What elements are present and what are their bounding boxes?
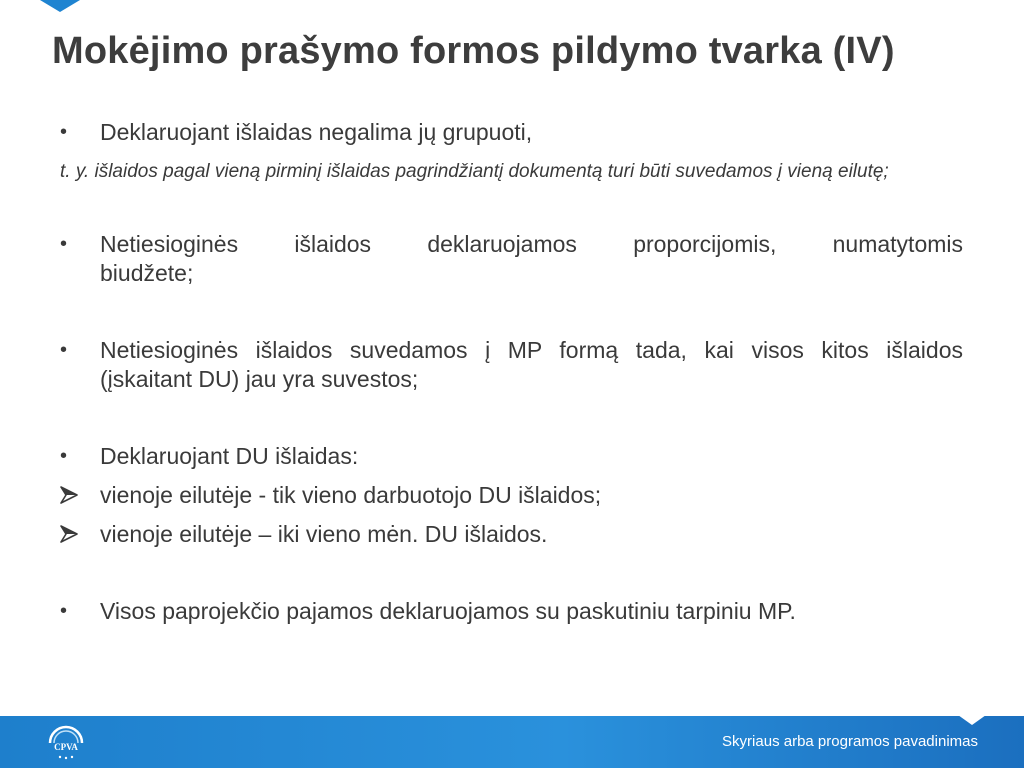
list-item [60, 230, 963, 288]
list-item-text: Visos paprojekčio pajamos deklaruojamos su paskutiniu tarpiniu MP. [100, 598, 796, 624]
list-item [60, 118, 963, 147]
list-item-text-line2: biudžete; [100, 260, 194, 286]
footer-program-name: Skyriaus arba programos pavadinimas [722, 733, 978, 750]
bullet-marker: • [60, 600, 68, 622]
page-title: Mokėjimo prašymo formos pildymo tvarka (IV) [52, 30, 895, 72]
content-list [60, 118, 963, 626]
sub-list-item [60, 481, 963, 510]
footer-bar [0, 716, 1024, 768]
list-item [60, 597, 963, 626]
bullet-marker: • [60, 339, 68, 361]
list-item-text: Deklaruojant išlaidas negalima jų grupuoti, [100, 119, 533, 145]
list-item-text-line1: Netiesioginės išlaidos deklaruojamos proporcijomis, numatytomis [100, 231, 963, 257]
arrow-bullet-icon [60, 481, 90, 511]
top-notch-decoration [40, 0, 80, 12]
arrow-bullet-icon [60, 520, 90, 550]
list-item-text-line1: Netiesioginės išlaidos suvedamos į MP formą tada, kai visos kitos išlaidos [100, 337, 963, 363]
sub-list-item-text: vienoje eilutėje – iki vieno mėn. DU išlaidos. [100, 521, 548, 547]
list-item-text-line2: (įskaitant DU) jau yra suvestos; [100, 366, 419, 392]
sub-list-item [60, 520, 963, 549]
footer-notch-decoration [958, 715, 986, 725]
list-item [60, 442, 963, 471]
bullet-marker: • [60, 121, 68, 143]
list-item-text: Deklaruojant DU išlaidas: [100, 443, 359, 469]
bullet-marker: • [60, 233, 68, 255]
sub-list-item-text: vienoje eilutėje - tik vieno darbuotojo DU išlaidos; [100, 482, 602, 508]
logo-text: CPVA [54, 742, 78, 752]
list-item [60, 336, 963, 394]
bullet-marker: • [60, 445, 68, 467]
italic-note: t. y. išlaidos pagal vieną pirminį išlaidas pagrindžiantį dokumentą turi būti suvedamos į vieną eilutę; [60, 161, 889, 182]
cpva-logo-icon [44, 723, 88, 763]
